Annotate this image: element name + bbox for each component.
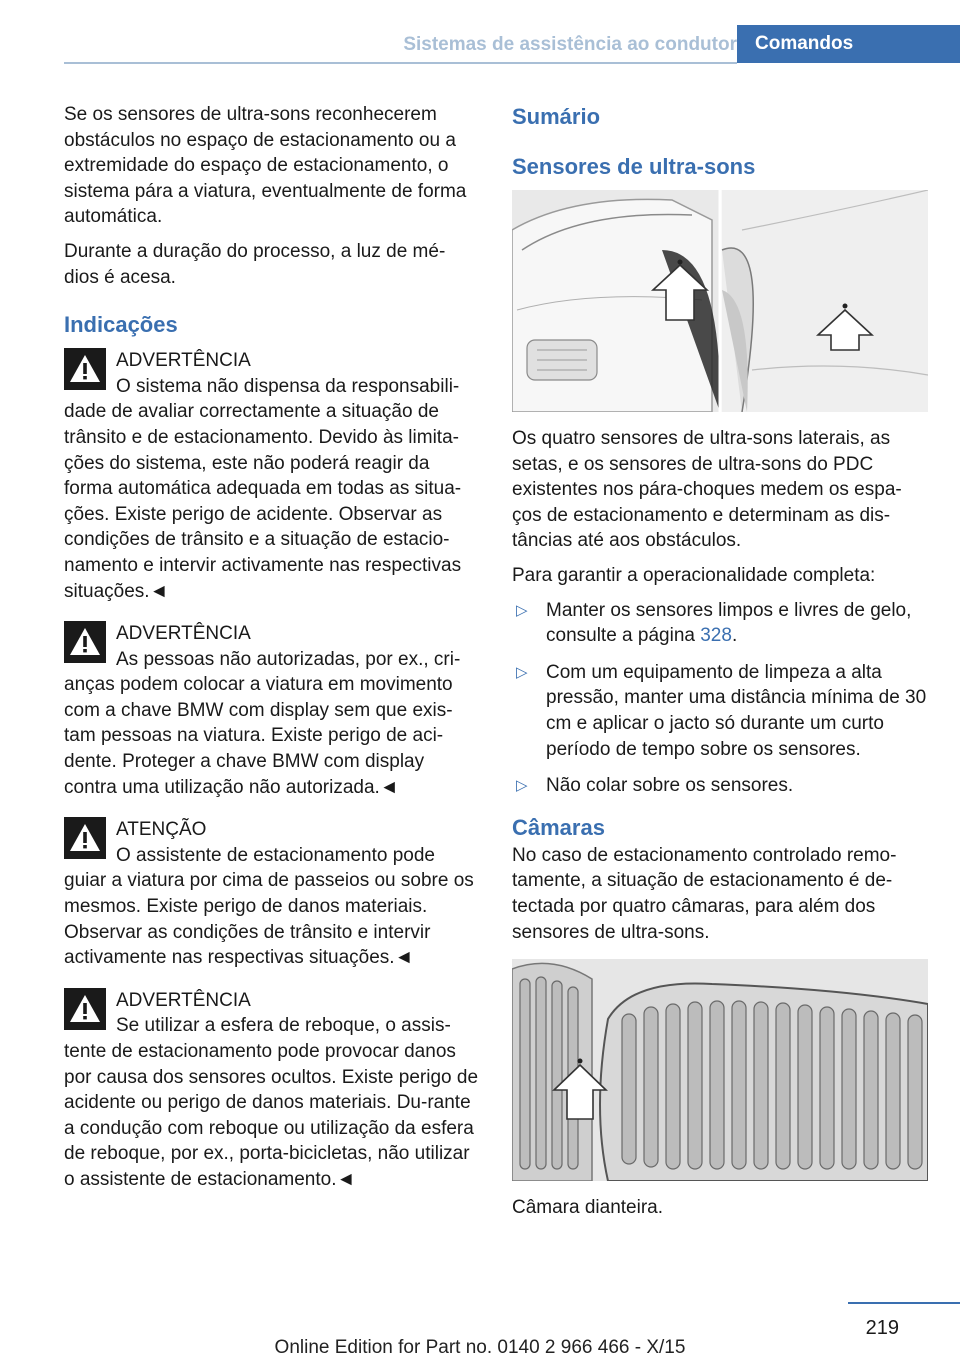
list-item: ▷ Não colar sobre os sensores. — [512, 773, 928, 799]
warning-text: guiar a viatura por cima de passeios ou sobre os mesmos. Existe perigo de danos materiais. Observar as condições de trânsito e intervir activamente nas respectivas situações.◄ — [64, 870, 474, 969]
warning-keyword: ADVERTÊNCIA — [116, 350, 251, 372]
header-rule — [64, 62, 737, 64]
warning-text: tente de estacionamento pode provocar danos por causa dos sensores ocultos. Existe perigo de acidente ou perigo de danos materiais. Du-rante a condução com reboque ou utilização da esfera de reboque, por ex., porta-bicicletas, não utilizar o assistente de estacionamento.◄ — [64, 1041, 479, 1190]
warning-block — [64, 988, 478, 1193]
figure-caption: Câmara dianteira. — [512, 1197, 664, 1219]
warning-icon — [64, 988, 106, 1030]
subheading-cameras: Câmaras — [512, 814, 605, 840]
header-section-title: Sistemas de assistência ao condutor — [403, 34, 737, 55]
ultrasonic-sensors-illustration — [512, 190, 928, 412]
right-column — [512, 102, 928, 1230]
paragraph: Para garantir a operacionalidade completa: — [512, 564, 876, 586]
warning-block — [64, 348, 478, 604]
subheading-ultrasonic-sensors: Sensores de ultra-sons — [512, 154, 756, 179]
paragraph: Durante a duração do processo, a luz de mé-dios é acesa. — [64, 240, 446, 288]
paragraph: No caso de estacionamento controlado remo-tamente, a situação de estacionamento é de-tectada por quatro câmaras, para além dos sensores de ultra-sons. — [512, 844, 897, 943]
warning-keyword: ADVERTÊNCIA — [116, 989, 251, 1011]
list-item: ▷ Manter os sensores limpos e livres de gelo, consulte a página 328. — [516, 599, 912, 647]
warning-text-first-line: Se utilizar a esfera de reboque, o assis- — [116, 1015, 451, 1037]
warning-keyword: ADVERTÊNCIA — [116, 623, 251, 645]
triangle-bullet-icon: ▷ — [516, 777, 528, 795]
warning-icon — [64, 348, 106, 390]
warning-text: anças podem colocar a viatura em movimento com a chave BMW com display sem que exis-tam pessoas na viatura. Existe perigo de aci-dente. Proteger a chave BMW com display contra uma utilização não autorizada.◄ — [64, 674, 453, 798]
list-item: ▷ Com um equipamento de limpeza a alta pressão, manter uma distância mínima de 30 cm e aplicar o jacto só durante um curto período de tempo sobre os sensores. — [516, 661, 927, 760]
triangle-bullet-icon: ▷ — [516, 663, 528, 681]
front-camera-illustration — [512, 959, 928, 1181]
warning-text: dade de avaliar correctamente a situação de trânsito e de estacionamento. Devido às limita-ções do sistema, este não poderá reagir da forma automática adequada em todas as situa-ções. Existe perigo de acidente. Observar as condições de trânsito e a situação de estacio-namento e intervir activamente nas respectivas situações.◄ — [64, 401, 462, 602]
left-column — [64, 102, 478, 1193]
online-edition-note: Online Edition for Part no. 0140 2 966 466 - X/15 — [274, 1337, 686, 1358]
footer-rule — [848, 1302, 960, 1304]
warning-block — [64, 621, 478, 800]
warning-keyword: ATENÇÃO — [116, 819, 207, 841]
caution-icon — [64, 817, 106, 859]
page-reference-link[interactable]: 328 — [700, 625, 732, 647]
warning-icon — [64, 621, 106, 663]
section-heading-sumario: Sumário — [512, 104, 601, 129]
warning-text-first-line: As pessoas não autorizadas, por ex., cri- — [116, 648, 461, 670]
caution-block — [64, 817, 478, 971]
page-number: 219 — [865, 1317, 899, 1339]
warning-text-first-line: O sistema não dispensa da responsabili- — [116, 375, 460, 397]
requirements-list — [512, 598, 928, 799]
section-heading-indicacoes: Indicações — [64, 312, 178, 338]
header-chapter-tab[interactable]: Comandos — [737, 25, 960, 63]
paragraph: Se os sensores de ultra-sons reconhecerem obstáculos no espaço de estacionamento ou a extremidade do espaço de estacionamento, o sistema pára a viatura, eventualmente de forma automática. — [64, 104, 467, 228]
warning-text-first-line: O assistente de estacionamento pode — [116, 844, 435, 866]
triangle-bullet-icon: ▷ — [516, 601, 528, 619]
paragraph: Os quatro sensores de ultra-sons laterais, as setas, e os sensores de ultra-sons do PDC existentes nos pára-choques medem os espa-ços de estacionamento e determinam as dis-tâncias até aos obstáculos. — [512, 428, 902, 552]
